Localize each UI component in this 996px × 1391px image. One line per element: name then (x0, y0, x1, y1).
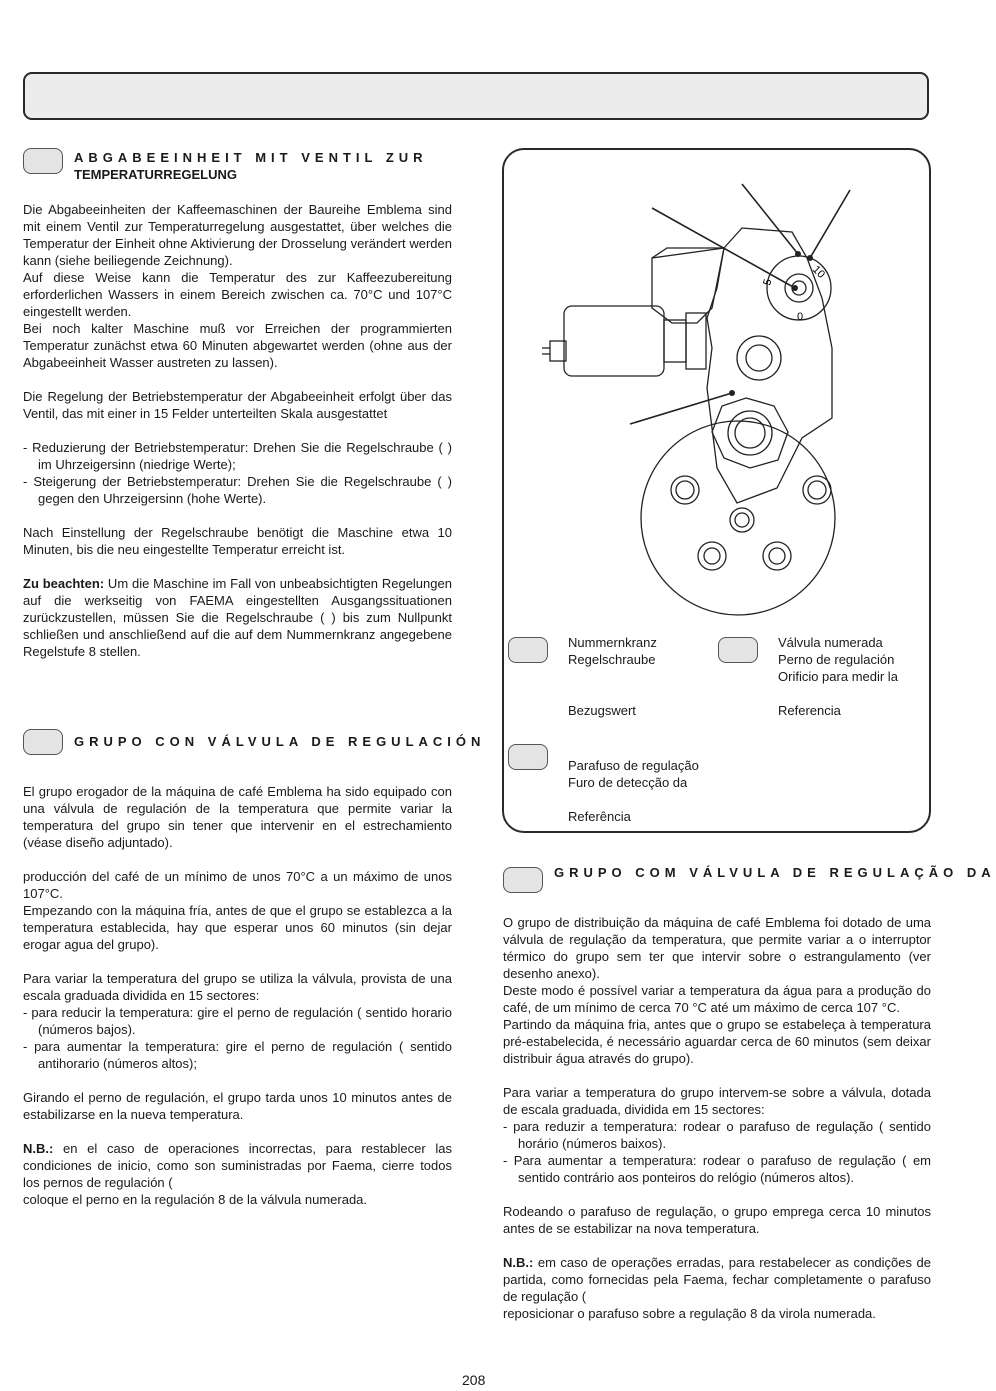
text-de (23, 201, 452, 660)
pointer-line-2 (742, 184, 798, 254)
section-badge-es (23, 729, 63, 755)
heading-pt: GRUPO COM VÁLVULA DE REGULAÇÃO DA (554, 865, 996, 880)
bolt-bottom-left (698, 542, 726, 570)
es-p1: El grupo erogador de la máquina de café Emblema ha sido equipado con una válvula de regulación de la temperatura que permite variar la temperatura del grupo sin tener que intervenir en el estrechamiento (véase diseño adjuntado). (23, 784, 452, 850)
legend-de (568, 634, 708, 719)
legend-pt-2: Furo de detecção da (568, 775, 688, 790)
de-bullet-1: - Reduzierung der Betriebstemperatur: Drehen Sie die Regelschraube ( ) im Uhrzeigersinn (niedrige Werte); (23, 440, 452, 472)
legend-pt-4: Referência (568, 809, 631, 824)
pt-note: N.B.: em caso de operações erradas, para restabelecer as condições de partida, como fornecidas pela Faema, fechar completamente o parafuso de regulação ( (503, 1255, 931, 1304)
bolt-left (671, 476, 699, 504)
legend-pt-1: Parafuso de regulação (568, 758, 699, 773)
legend-de-2: Regelschraube (568, 652, 656, 667)
legend-de-1: Nummernkranz (568, 635, 657, 650)
es-p4: Para variar la temperatura del grupo se utiliza la válvula, provista de una escala graduada dividida en 15 sectores: (23, 971, 452, 1003)
legend-es (778, 634, 928, 719)
legend-de-4: Bezugswert (568, 703, 636, 718)
legend-pt-3 (568, 791, 728, 808)
solenoid (564, 306, 664, 376)
de-p4: Die Regelung der Betriebstemperatur der Abgabeeinheit erfolgt über das Ventil, das mit einer in 15 Felder unterteilten Skala ausgestattet (23, 389, 452, 421)
heading-de-line1-text: ABGABEEINHEIT MIT VENTIL ZUR (74, 150, 428, 165)
pt-note-end: reposicionar o parafuso sobre a regulação 8 da virola numerada. (503, 1306, 876, 1321)
pt-p1: O grupo de distribuição da máquina de café Emblema foi dotado de uma válvula de regulação da temperatura, que permite variar a o interruptor térmico do grupo sem ter que intervir sobre o estrangulamento (ver desenho anexo). (503, 915, 932, 981)
bolt-center (730, 508, 754, 532)
de-p2: Auf diese Weise kann die Temperatur des zur Kaffeezubereitung erforderlichen Wassers in einem Bereich zwischen ca. 70°C und 107°C eingestellt werden. (23, 270, 452, 319)
de-p1: Die Abgabeeinheiten der Kaffeemaschinen der Baureihe Emblema sind mit einem Ventil zur Temperaturregelung ausgestattet, über welches die Temperatur der Einheit ohne Aktivierung der Drosselung verändert werden kann (siehe beiliegende Zeichnung). (23, 202, 452, 268)
heading-es: GRUPO CON VÁLVULA DE REGULACIÓN (74, 734, 486, 749)
heading-de (74, 149, 454, 183)
es-p3: Empezando con la máquina fría, antes de que el grupo se establezca a la temperatura establecida, hay que esperar unos 60 minutos (sin dejar erogar agua del grupo). (23, 903, 452, 952)
de-p3: Bei noch kalter Maschine muß vor Erreichen der programmierten Temperatur zunächst etwa 60 Minuten abgewartet werden (ohne aus der Abgabeeinheit Wasser austreten zu lassen). (23, 321, 452, 370)
page-number: 208 (462, 1372, 486, 1388)
dial-inner (785, 274, 813, 302)
legend-es-2: Perno de regulación (778, 652, 895, 667)
legend-es-1: Válvula numerada (778, 635, 883, 650)
pt-p5: Rodeando o parafuso de regulação, o grupo emprega cerca 10 minutos antes de se estabilizar na nova temperatura. (503, 1204, 931, 1236)
text-pt (503, 914, 931, 1322)
big-nut (712, 398, 788, 468)
de-p5: Nach Einstellung der Regelschraube benötigt die Maschine etwa 10 Minuten, bis die neu eingestellte Temperatur erreicht ist. (23, 525, 452, 557)
legend-de-3 (568, 668, 708, 685)
legend-es-3: Orificio para medir la (778, 669, 898, 684)
es-p2: producción del café de un mínimo de unos 70°C a un máximo de unos 107°C. (23, 869, 452, 901)
de-bullet-2: - Steigerung der Betriebstemperatur: Drehen Sie die Regelschraube ( ) gegen den Uhrzeigersinn (hohe Werte). (23, 474, 452, 506)
header-bar (23, 72, 929, 120)
es-bullet-1: - para reducir la temperatura: gire el perno de regulación ( sentido horario (números bajos). (23, 1005, 452, 1037)
dial-label-0: 0 (797, 311, 804, 323)
valve-illustration (502, 148, 931, 628)
bolt-bottom-right (763, 542, 791, 570)
dial-label-5: 5 (761, 277, 775, 287)
legend-badge-es (718, 637, 758, 663)
pt-p4: Para variar a temperatura do grupo intervem-se sobre a válvula, dotada de escala graduada, dividida em 15 sectores: (503, 1085, 931, 1117)
pt-p2: Deste modo é possível variar a temperatura da água para a produção do café, de um mínimo de cerca 70 °C até um máximo de cerca 107 °C. (503, 983, 931, 1015)
text-es (23, 783, 452, 1208)
section-badge-de (23, 148, 63, 174)
pt-bullet-1: - para reduzir a temperatura: rodear o parafuso de regulação ( sentido horário (números baixos). (503, 1119, 931, 1151)
pt-p3: Partindo da máquina fria, antes que o grupo se estabeleça à temperatura pré-estabelecida, é necessário aguardar cerca de 60 minutos (sem deixar distribuir água através do grupo). (503, 1017, 931, 1066)
heading-de-line2: TEMPERATURREGELUNG (74, 167, 237, 182)
pointer-line-3 (810, 190, 850, 258)
legend-badge-pt (508, 744, 548, 770)
legend-pt (568, 757, 728, 825)
heading-de-line1 (74, 149, 454, 166)
section-badge-pt (503, 867, 543, 893)
es-bullet-2: - para aumentar la temperatura: gire el perno de regulación ( sentido antihorario (números altos); (23, 1039, 452, 1071)
es-p5: Girando el perno de regulación, el grupo tarda unos 10 minutos antes de estabilizarse en la nueva temperatura. (23, 1090, 452, 1122)
es-note-end: coloque el perno en la regulación 8 de la válvula numerada. (23, 1192, 368, 1207)
pt-bullet-2: - Para aumentar a temperatura: rodear o parafuso de regulação ( em sentido contrário aos ponteiros do relógio (números altos). (503, 1153, 931, 1185)
flange (641, 421, 835, 615)
legend-badge-de (508, 637, 548, 663)
bolt-right (803, 476, 831, 504)
legend-es-4: Referencia (778, 703, 841, 718)
dial-label-10: 10 (809, 263, 828, 281)
es-note: N.B.: en el caso de operaciones incorrectas, para restablecer las condiciones de inicio, como son suministradas por Faema, cierre todos los pernos de regulación ( (23, 1141, 452, 1190)
de-note: Zu beachten: Um die Maschine im Fall von unbeabsichtigten Regelungen auf die werkseitig von FAEMA eingestellten Ausgangssituationen zurückzustellen, müssen Sie die Regelschraube ( ) bis zum Nullpunkt schließen und anschließend auf die auf dem Nummernkranz angegebene Regelstufe 8 stellen. (23, 576, 452, 659)
